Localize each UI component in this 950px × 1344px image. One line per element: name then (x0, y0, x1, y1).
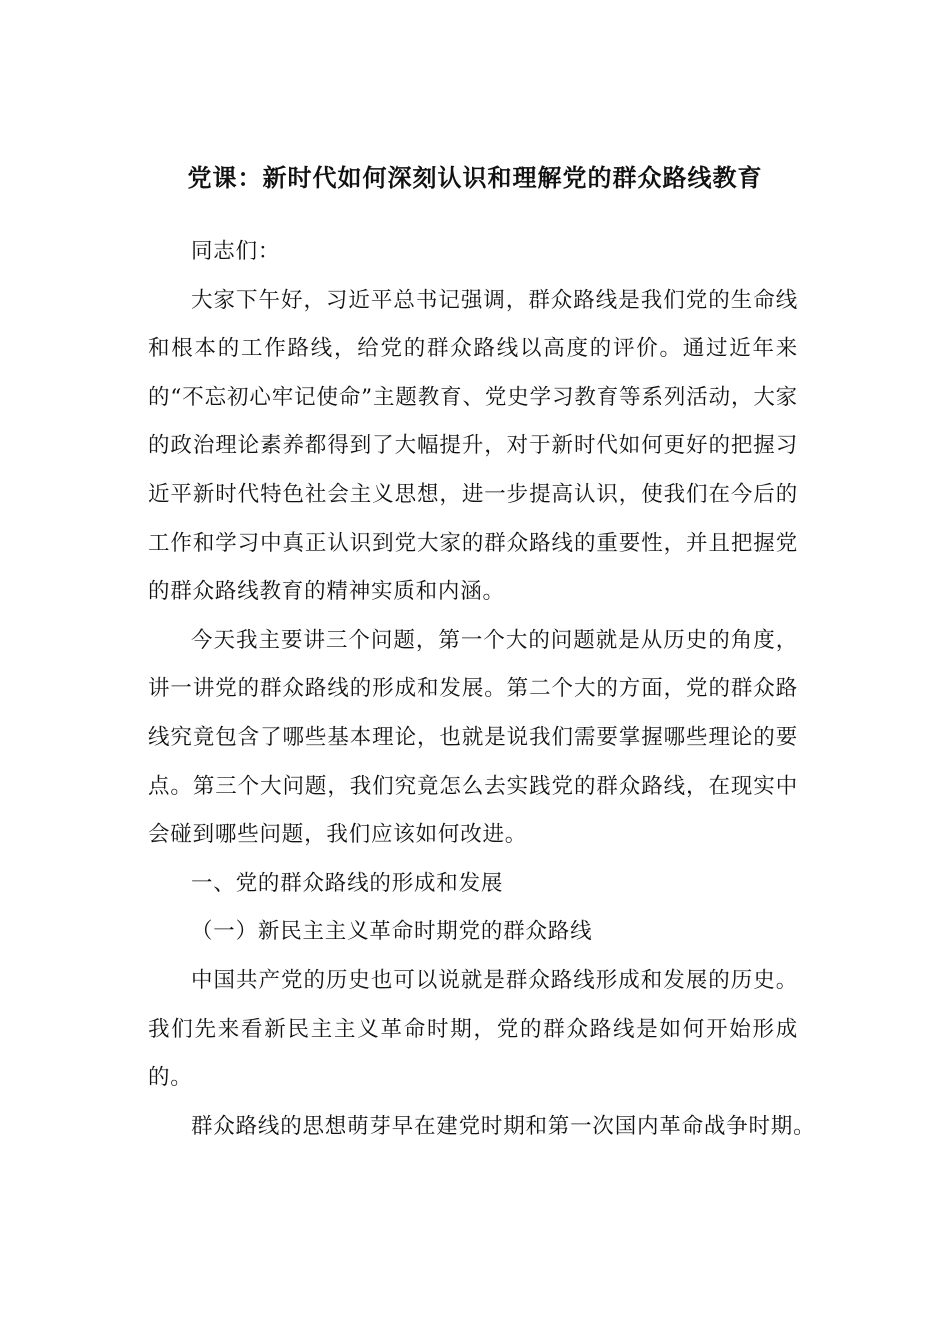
intro-paragraph: 大家下午好，习近平总书记强调，群众路线是我们党的生命线和根本的工作路线，给党的群众路线以高度的评价。通过近年来的“不忘初心牢记使命”主题教育、党史学习教育等系列活动，大家的政治理论素养都得到了大幅提升，对于新时代如何更好的把握习近平新时代特色社会主义思想，进一步提高认识，使我们在今后的工作和学习中真正认识到党大家的群众路线的重要性，并且把握党的群众路线教育的精神实质和内涵。 (148, 287, 798, 605)
history-paragraph: 中国共产党的历史也可以说就是群众路线形成和发展的历史。我们先来看新民主主义革命时期，党的群众路线是如何开始形成的。 (148, 967, 798, 1091)
document-body (148, 228, 816, 1151)
salutation-paragraph: 同志们： (191, 239, 281, 264)
section-heading: 一、党的群众路线的形成和发展 (191, 870, 504, 896)
outline-paragraph: 今天我主要讲三个问题，第一个大的问题就是从历史的角度，讲一讲党的群众路线的形成和发展。第二个大的方面，党的群众路线究竟包含了哪些基本理论，也就是说我们需要掌握哪些理论的要点。第三个大问题，我们究竟怎么去实践党的群众路线，在现实中会碰到哪些问题，我们应该如何改进。 (148, 627, 798, 848)
subsection-heading: （一）新民主主义革命时期党的群众路线 (191, 919, 593, 945)
origin-paragraph: 群众路线的思想萌芽早在建党时期和第一次国内革命战争时期。 (191, 1113, 816, 1139)
page-title: 党课：新时代如何深刻认识和理解党的群众路线教育 (187, 163, 763, 192)
